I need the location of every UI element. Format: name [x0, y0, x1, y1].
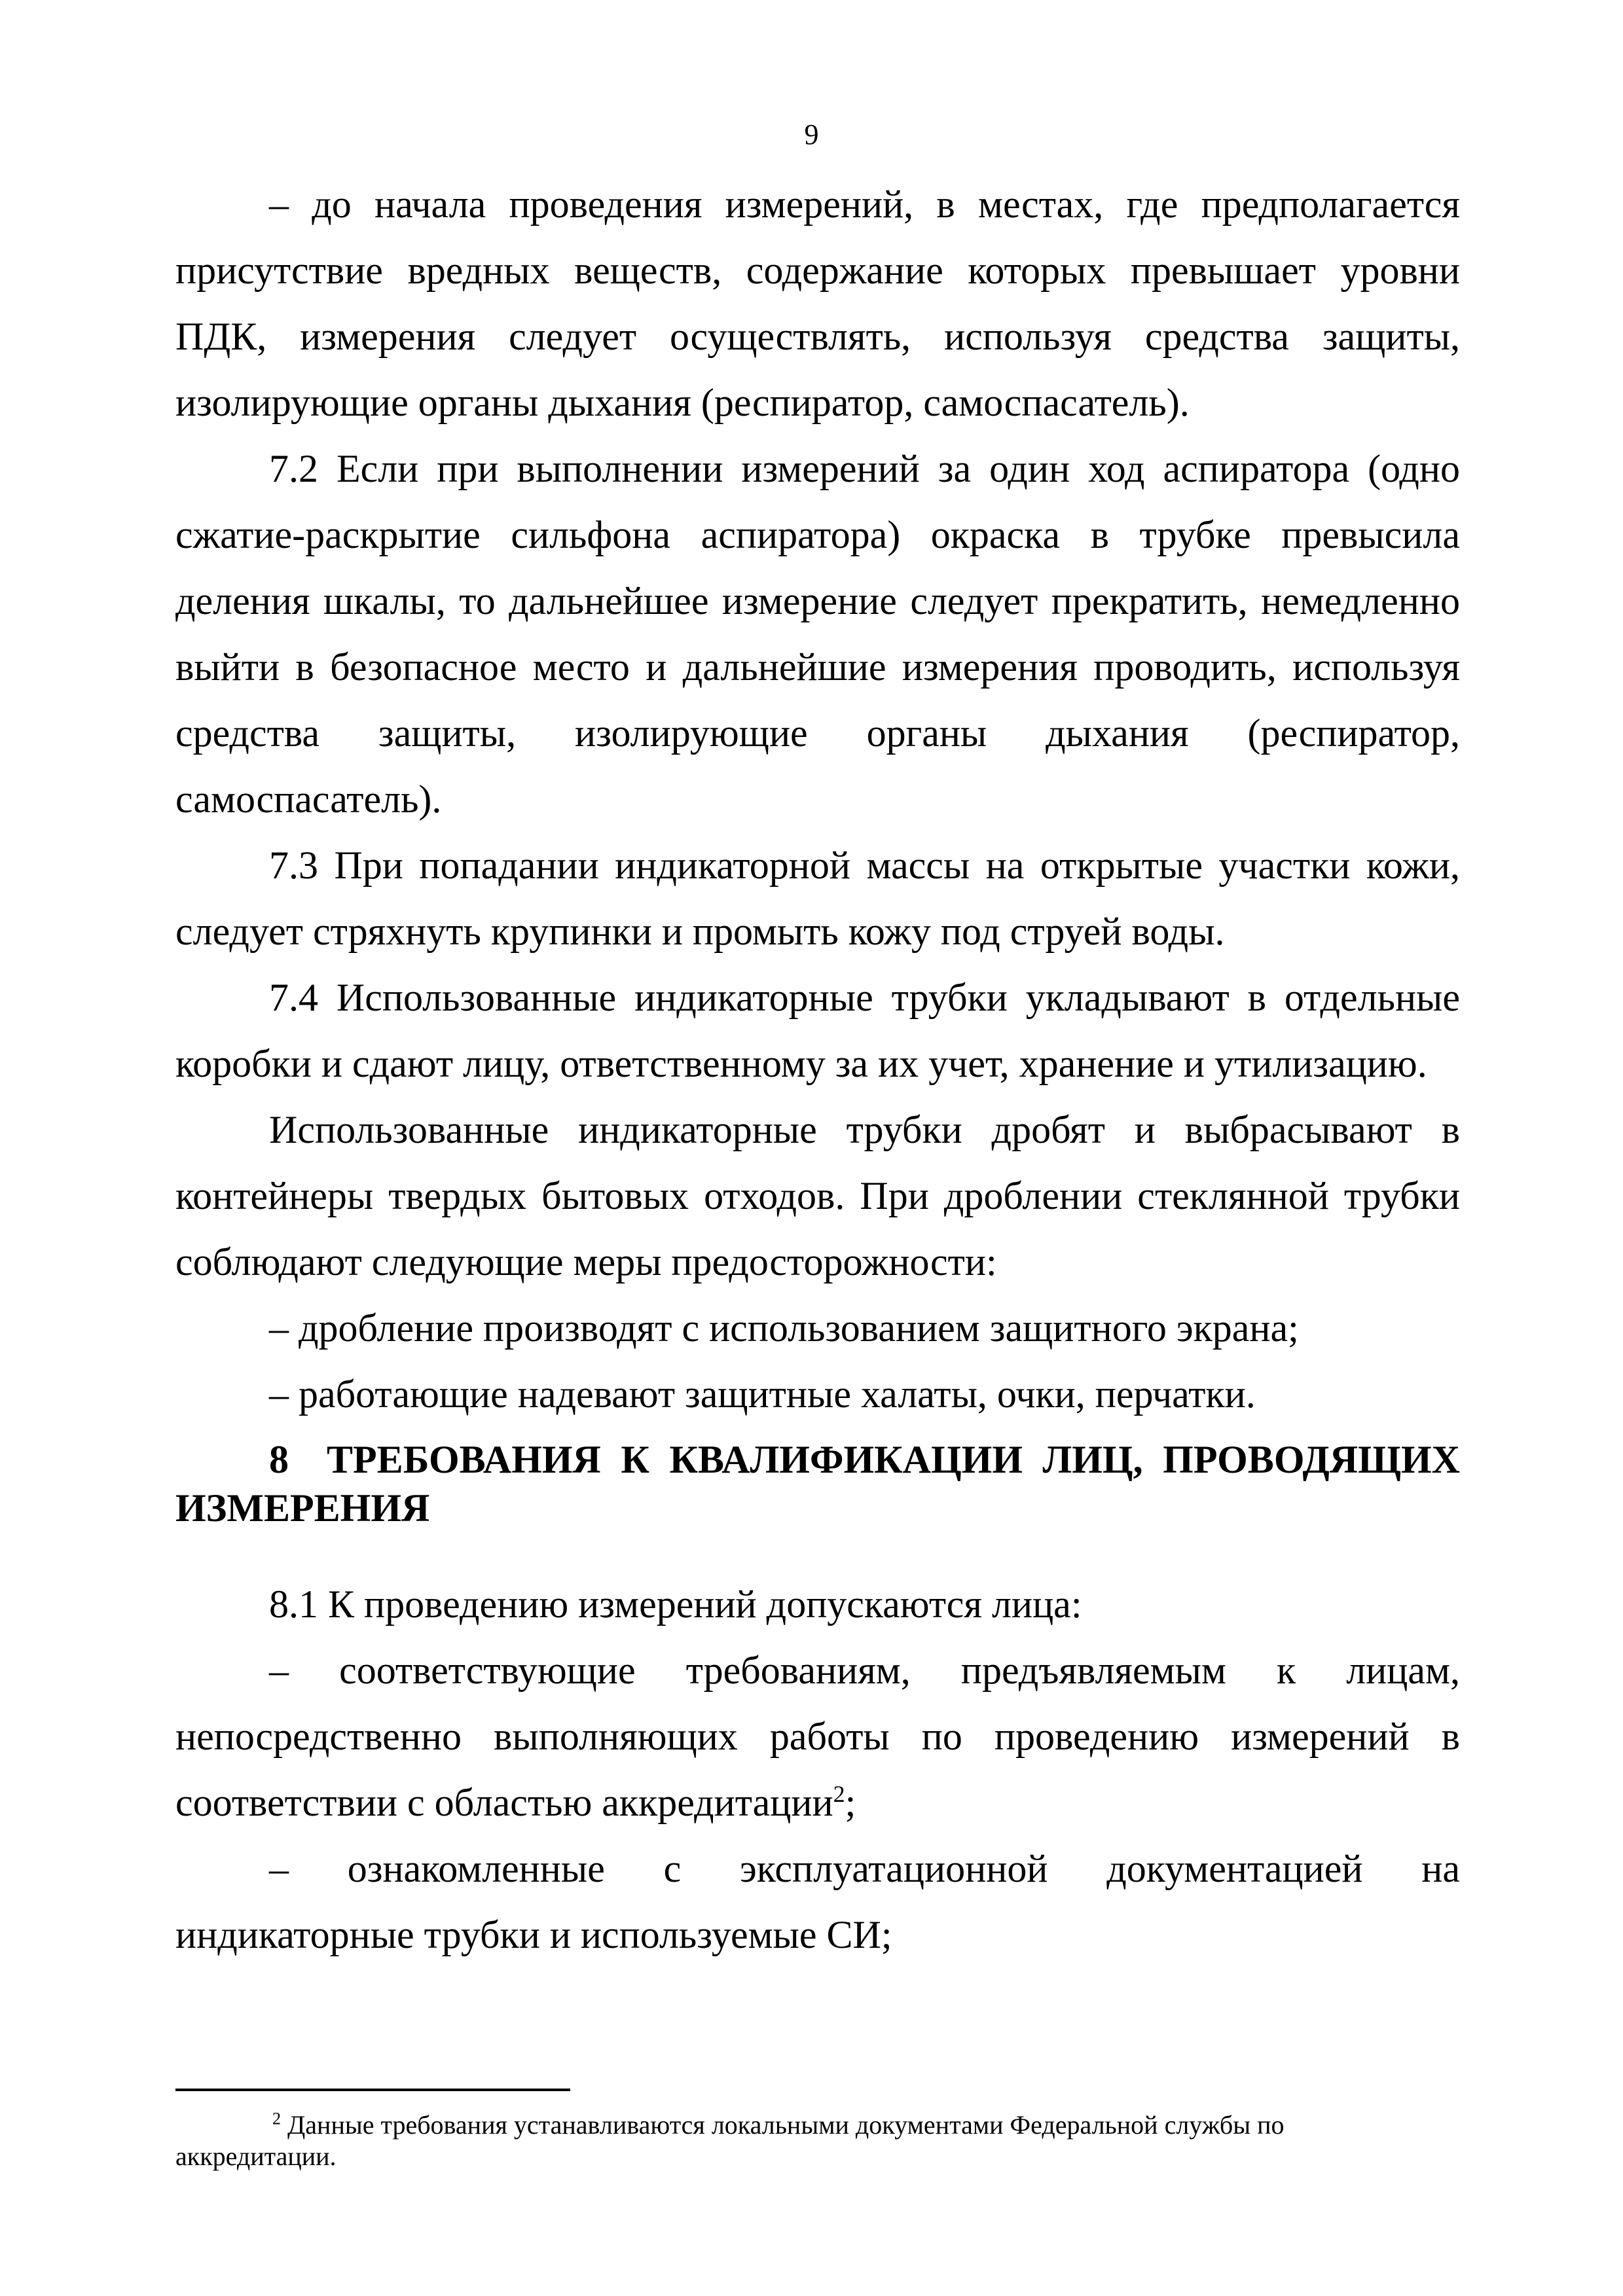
- paragraph-protection-before-measurement: – до начала проведения измерений, в местах, где предполагается присутствие вредных веществ, содержание которых превышает уровни ПДК, измерения следует осуществлять, используя средства защиты, изолирующие органы дыхания (респиратор, самоспасатель).: [175, 183, 1460, 424]
- list-item-accreditation-text: – соответствующие требованиям, предъявляемым к лицам, непосредственно выполняющих работы по проведению измерений в соответствии с областью аккредитации: [175, 1649, 1460, 1824]
- footnote-separator: [175, 2089, 570, 2091]
- list-item-documentation: – ознакомленные с эксплуатационной документацией на индикаторные трубки и используемые СИ;: [175, 1847, 1460, 1956]
- list-item-protective-clothing: – работающие надевают защитные халаты, очки, перчатки.: [269, 1372, 1256, 1416]
- page-number: 9: [804, 118, 819, 151]
- section-title: ТРЕБОВАНИЯ К КВАЛИФИКАЦИИ ЛИЦ, ПРОВОДЯЩИХ ИЗМЕРЕНИЯ: [175, 1438, 1460, 1530]
- paragraph-7-4: 7.4 Использованные индикаторные трубки укладывают в отдельные коробки и сдают лицу, ответственному за их учет, хранение и утилизацию.: [175, 976, 1460, 1085]
- paragraph-7-3: 7.3 При попадании индикаторной массы на открытые участки кожи, следует стряхнуть крупинки и промыть кожу под струей воды.: [175, 844, 1460, 953]
- section-number: 8: [269, 1438, 289, 1481]
- footnote-text: Данные требования устанавливаются локальными документами Федеральной службы по аккредитации.: [175, 2110, 1285, 2171]
- paragraph-disposal: Использованные индикаторные трубки дробят и выбрасывают в контейнеры твердых бытовых отходов. При дроблении стеклянной трубки соблюдают следующие меры предосторожности:: [175, 1108, 1460, 1283]
- list-item-accreditation: [175, 1638, 1460, 1836]
- paragraph-8-1: 8.1 К проведению измерений допускаются лица:: [269, 1583, 1082, 1626]
- list-item-screen: – дробление производят с использованием защитного экрана;: [269, 1306, 1299, 1350]
- section-heading: [175, 1435, 1460, 1532]
- paragraph-7-2: 7.2 Если при выполнении измерений за один ход аспиратора (одно сжатие-раскрытие сильфона аспиратора) окраска в трубке превысила деления шкалы, то дальнейшее измерение следует прекратить, немедленно выйти в безопасное место и дальнейшие измерения проводить, используя средства защиты, изолирующие органы дыхания (респиратор, самоспасатель).: [175, 447, 1460, 821]
- footnote: [175, 2109, 1354, 2172]
- footnote-marker: 2: [272, 2109, 281, 2128]
- document-body: [175, 171, 1460, 1968]
- list-item-accreditation-end: ;: [845, 1781, 856, 1824]
- footnote-reference[interactable]: 2: [833, 1781, 845, 1807]
